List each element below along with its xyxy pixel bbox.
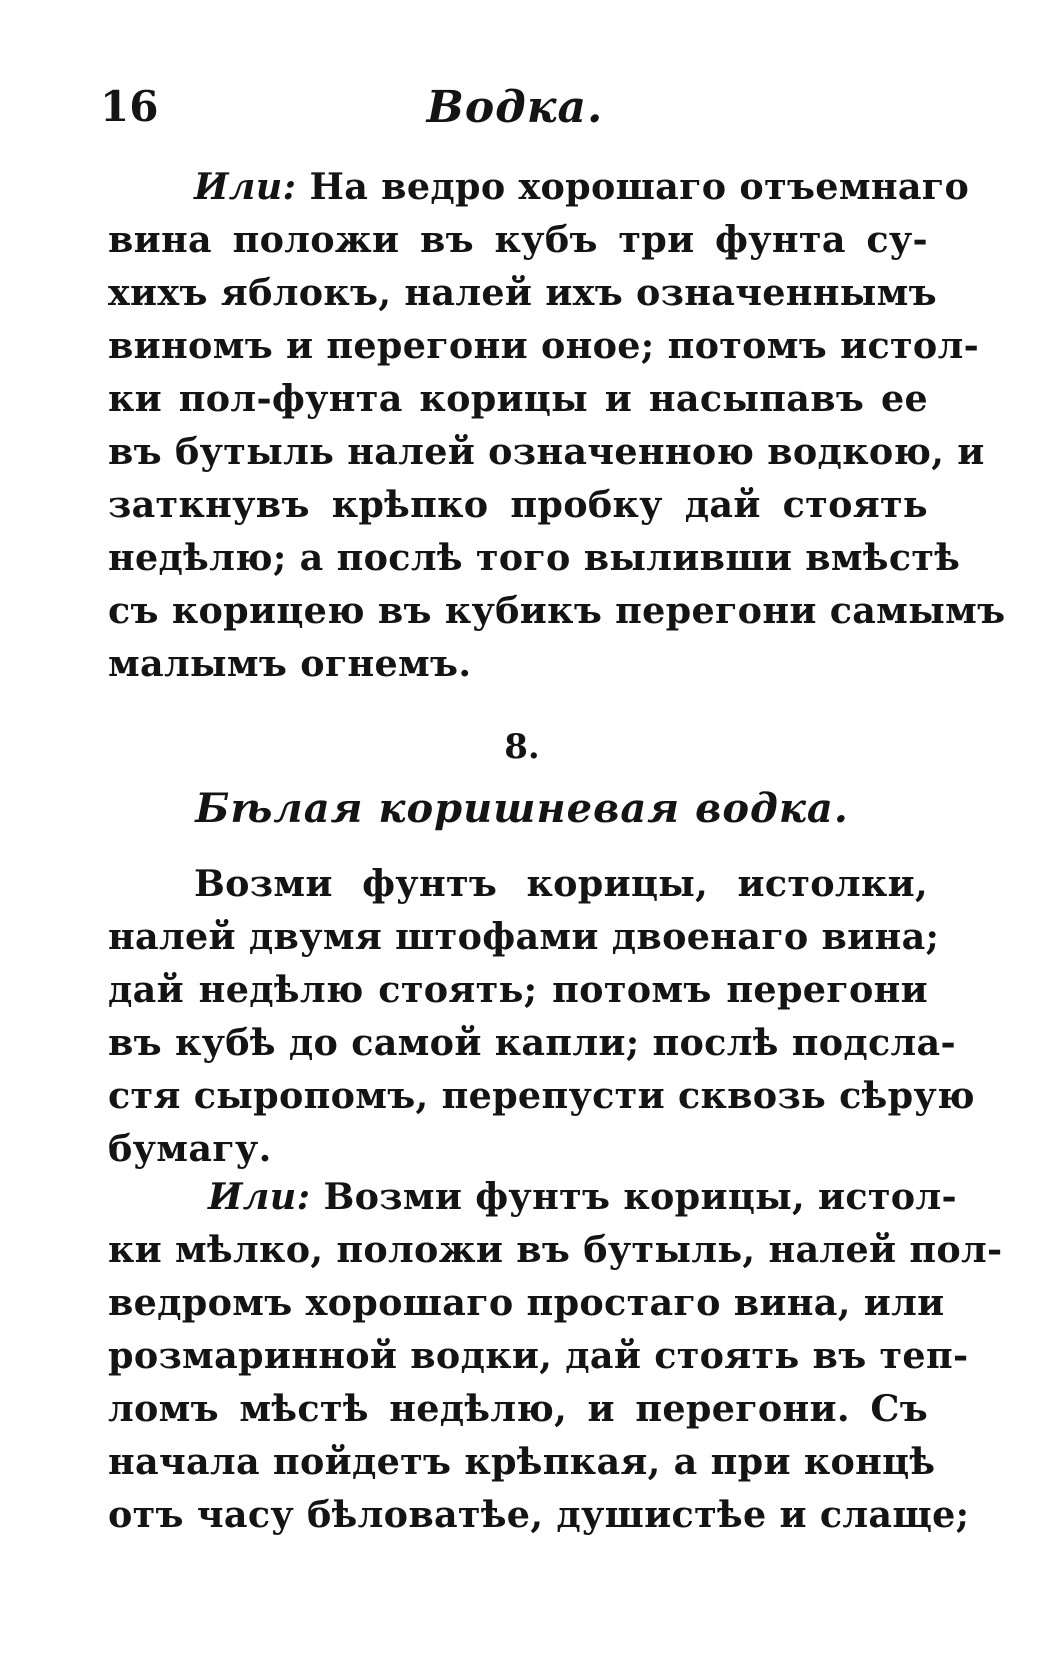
text-line: хихъ яблокъ, налей ихъ означеннымъ — [108, 271, 937, 314]
text-line: розмаринной водки, дай стоять въ теп- — [108, 1334, 969, 1377]
text-line: Возми фунтъ корицы, истолки, — [194, 862, 928, 905]
section-title: Бѣлая коришневая водка. — [195, 785, 849, 832]
text-line: ки мѣлко, положи въ бутыль, налей пол- — [108, 1228, 1003, 1271]
text-line: ки пол-фунта корицы и насыпавъ ее — [108, 377, 928, 420]
section-number: 8. — [504, 727, 540, 767]
text-line: съ корицею въ кубикъ перегони самымъ — [108, 589, 1006, 632]
text-line: отъ часу бѣловатѣе, душистѣе и слаще; — [108, 1493, 970, 1536]
text-line: стя сыропомъ, перепусти сквозь сѣрую — [108, 1074, 975, 1117]
text-line: вина положи въ кубъ три фунта су- — [108, 218, 928, 261]
text-line: ведромъ хорошаго простаго вина, или — [108, 1281, 945, 1324]
text-line: дай недѣлю стоять; потомъ перегони — [108, 968, 928, 1011]
paragraph-or-2 — [108, 1170, 1003, 1541]
page-number: 16 — [100, 82, 159, 131]
text-line: бумагу. — [108, 1127, 272, 1170]
paragraph-or-1 — [108, 160, 1006, 690]
text-line: заткнувъ крѣпко пробку дай стоять — [108, 483, 928, 526]
text-line: Или: Возми фунтъ корицы, истол- — [208, 1175, 957, 1218]
text-line: въ кубѣ до самой капли; послѣ подсла- — [108, 1021, 956, 1064]
lead-word: Или: — [208, 1175, 311, 1218]
text-line: Или: На ведро хорошаго отъемнаго — [194, 165, 970, 208]
text-line: малымъ огнемъ. — [108, 642, 472, 685]
running-title: Водка. — [426, 82, 604, 133]
text-line: недѣлю; а послѣ того выливши вмѣстѣ — [108, 536, 961, 579]
running-head — [100, 82, 930, 142]
text-line: виномъ и перегони оное; потомъ истол- — [108, 324, 980, 367]
text-line: налей двумя штофами двоенаго вина; — [108, 915, 940, 958]
text-line: въ бутыль налей означенною водкою, и — [108, 430, 985, 473]
text-line: начала пойдетъ крѣпкая, а при концѣ — [108, 1440, 936, 1483]
paragraph-recipe — [108, 857, 975, 1175]
lead-word: Или: — [194, 165, 297, 208]
text-line: ломъ мѣстѣ недѣлю, и перегони. Съ — [108, 1387, 928, 1430]
